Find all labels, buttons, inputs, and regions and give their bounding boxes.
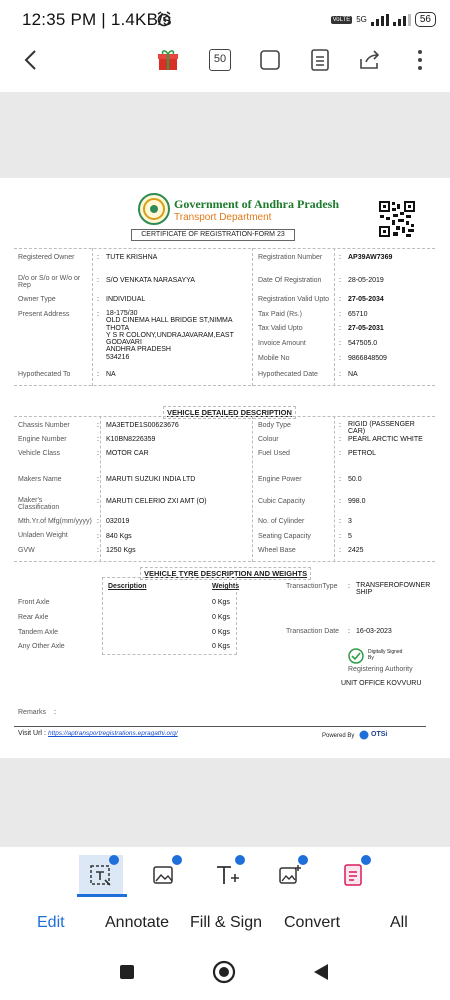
volte-icon: VoLTE bbox=[332, 16, 351, 23]
chevron-left-icon bbox=[23, 49, 37, 71]
tyre-row-weight: 0 Kgs bbox=[212, 599, 230, 606]
share-icon bbox=[358, 49, 382, 71]
address-value bbox=[106, 310, 234, 361]
mobile-value: 9866848509 bbox=[348, 355, 387, 362]
chassis-value: MA3ETDE1S00623676 bbox=[106, 422, 179, 429]
tax-label: Tax Paid (Rs.) bbox=[258, 311, 302, 318]
visit-label: Visit Url bbox=[18, 730, 42, 737]
engine-value: K10BN8226359 bbox=[106, 436, 156, 443]
image-add-icon bbox=[278, 863, 302, 887]
footer-rule bbox=[14, 726, 426, 727]
convert-tool-button[interactable] bbox=[268, 855, 312, 895]
tab-edit[interactable]: Edit bbox=[37, 914, 65, 931]
body-value: RIGID (PASSENGER CAR) bbox=[348, 421, 415, 435]
qr-code bbox=[378, 200, 416, 238]
invoice-label: Invoice Amount bbox=[258, 340, 306, 347]
desc-header: Description bbox=[108, 583, 147, 590]
powered-by: Powered By bbox=[322, 733, 355, 739]
regno-value: AP39AW7369 bbox=[348, 254, 393, 261]
taxvalid-value: 27-05-2031 bbox=[348, 325, 384, 332]
maker-value: MARUTI SUZUKI INDIA LTD bbox=[106, 476, 196, 483]
document-icon bbox=[310, 49, 330, 71]
pdf-tools-icon bbox=[341, 863, 365, 887]
unladen-value: 840 Kgs bbox=[106, 533, 132, 540]
owner-value: TUTE KRISHNA bbox=[106, 254, 158, 261]
fill-sign-tool-button[interactable] bbox=[205, 855, 249, 895]
gift-icon bbox=[156, 48, 180, 72]
remarks-label: Remarks bbox=[18, 709, 47, 716]
pro-badge-icon bbox=[361, 855, 371, 865]
cc-label: Cubic Capacity bbox=[258, 498, 306, 505]
address-line: THOTA bbox=[106, 324, 130, 332]
tab-fill-sign[interactable]: Fill & Sign bbox=[190, 914, 263, 931]
engine-label: Engine Number bbox=[18, 436, 67, 443]
more-vertical-icon bbox=[417, 49, 423, 71]
model-value: MARUTI CELERIO ZXI AMT (O) bbox=[106, 498, 207, 505]
owner-type-label: Owner Type bbox=[18, 296, 56, 303]
back-button[interactable] bbox=[16, 46, 44, 74]
address-line: 534216 bbox=[106, 353, 130, 361]
tyre-row-label: Front Axle bbox=[18, 599, 50, 606]
pro-badge-icon bbox=[235, 855, 245, 865]
gvw-value: 1250 Kgs bbox=[106, 547, 136, 554]
maker-label: Makers Name bbox=[18, 476, 62, 483]
wheelbase-label: Wheel Base bbox=[258, 547, 296, 554]
check-icon bbox=[348, 648, 364, 664]
tab-convert[interactable]: Convert bbox=[284, 914, 341, 931]
more-button[interactable] bbox=[406, 46, 434, 74]
txn-type-value: TRANSFEROFOWNERSHIP bbox=[356, 582, 431, 596]
network-label: 5G bbox=[356, 15, 367, 24]
pro-badge-icon bbox=[109, 855, 119, 865]
dept-title: Transport Department bbox=[174, 212, 272, 223]
recents-button[interactable] bbox=[112, 960, 142, 984]
unladen-label: Unladen Weight bbox=[18, 532, 68, 539]
tyre-row-weight: 0 Kgs bbox=[212, 629, 230, 636]
authority-value: UNIT OFFICE KOVVURU bbox=[341, 680, 422, 687]
tyre-row-label: Tandem Axle bbox=[18, 629, 59, 636]
pdf-page: Government of Andhra Pradesh Transport Department CERTIFICATE OF REGISTRATION-FORM 23 Registered Owner : TUTE KRISHNA D/o or S/o or W/o or Rep : S/O VENKATA NARASAYYA Owner Type : INDIVIDUAL Present Address : 18-175/30 OLD CINEMA HALL BRIDGE ST,NIMMA THOTA Y S R COLONY,UNDRAJAVARAM,EAST GODAVARI ANDHRA PRADESH 534216 Hypothecated To : NA Registration Number : AP39AW7369 Date Of Registration : 28-05-2019 Registration Valid Upto : 27-05-2034 Tax Paid (Rs.) : 65710 Tax Valid Upto : 27-05-2031 Invoice Amount : 547505.0 Mobile No : 9866848509 Hypothecated Date : NA VEHICLE DETAILED DESCRIPTION Chassis Number : MA3ETDE1S00623676 Engine Number : K10BN8226359 Vehicle Class : MOTOR CAR Makers Name : MARUTI SUZUKI INDIA LTD Maker's Classification : MARUTI CELERIO ZXI AMT (O) Mth.Yr.of Mfg(mm/yyyy) : 032019 Unladen Weight : 840 Kgs GVW : 1250 Kgs Body Type : RIGID (PASSENGER CAR) Colour : PEARL ARCTIC WHITE Fuel Used : PETROL Engine Power : 50.0 Cubic Capacity : 998.0 No. of Cylinder : 3 Seating Capacity : 5 Wheel Base : 2425 VEHICLE TYRE DESCRIPTION AND WEIGHTS Description Weights Front Axle 0 Kgs Rear Axle 0 Kgs Tandem Axle 0 Kgs Any Other Axle 0 Kgs TransactionType : TRANSFEROFOWNERSHIP Transaction Date : 16-03-2023 Digitally Signed By Registering Authority UNIT OFFICE KOVVURU Remarks : Visit Url : https://aptransportregistrations.epragathi.org/ Powered By OTSi bbox=[0, 178, 450, 758]
class-value: MOTOR CAR bbox=[106, 450, 149, 457]
colour-value: PEARL ARCTIC WHITE bbox=[348, 436, 423, 443]
class-label: Vehicle Class bbox=[18, 450, 61, 457]
txn-date-label: Transaction Date bbox=[286, 628, 340, 635]
relation-label: D/o or S/o or W/o or Rep bbox=[18, 275, 81, 289]
divider bbox=[334, 248, 335, 386]
chassis-label: Chassis Number bbox=[18, 422, 70, 429]
share-button[interactable] bbox=[356, 46, 384, 74]
divider bbox=[252, 416, 253, 562]
valid-label: Registration Valid Upto bbox=[258, 296, 330, 303]
mfg-value: 032019 bbox=[106, 518, 130, 525]
gift-button[interactable] bbox=[154, 46, 182, 74]
seat-value: 5 bbox=[348, 533, 352, 540]
gov-title: Government of Andhra Pradesh bbox=[174, 197, 339, 211]
tyre-row-weight: 0 Kgs bbox=[212, 643, 230, 650]
battery-icon: 56 bbox=[415, 12, 436, 27]
visit-url-link[interactable]: https://aptransportregistrations.epragathi.org/ bbox=[48, 730, 178, 737]
signal-icon bbox=[371, 14, 389, 26]
address-line: OLD CINEMA HALL BRIDGE ST,NIMMA bbox=[106, 317, 233, 325]
page-count: 50 bbox=[209, 49, 231, 71]
regdate-value: 28-05-2019 bbox=[348, 277, 384, 284]
valid-value: 27-05-2034 bbox=[348, 296, 384, 303]
tyre-section-title: VEHICLE TYRE DESCRIPTION AND WEIGHTS bbox=[140, 567, 311, 580]
vehicle-section-title: VEHICLE DETAILED DESCRIPTION bbox=[163, 406, 296, 419]
edit-text-icon bbox=[89, 864, 113, 888]
signal-icon-2 bbox=[393, 14, 411, 26]
address-line: GODAVARI bbox=[106, 339, 142, 347]
document-mode-button[interactable] bbox=[306, 46, 334, 74]
text-add-icon bbox=[214, 863, 240, 887]
otsi-brand: OTSi bbox=[371, 731, 388, 738]
all-tools-button[interactable] bbox=[331, 855, 375, 895]
weights-header: Weights bbox=[212, 583, 240, 590]
divider bbox=[334, 416, 335, 562]
pro-badge-icon bbox=[298, 855, 308, 865]
tyre-row-weight: 0 Kgs bbox=[212, 614, 230, 621]
fullscreen-icon bbox=[259, 49, 281, 71]
hypothecated-to-value: NA bbox=[106, 371, 116, 378]
status-time: 12:35 PM | 1.4KB/s bbox=[22, 10, 172, 29]
power-label: Engine Power bbox=[258, 476, 302, 483]
fullscreen-button[interactable] bbox=[256, 46, 284, 74]
divider bbox=[92, 248, 93, 386]
taxvalid-label: Tax Valid Upto bbox=[258, 325, 303, 332]
tab-all[interactable]: All bbox=[390, 914, 408, 931]
owner-label: Registered Owner bbox=[18, 254, 75, 261]
seat-label: Seating Capacity bbox=[258, 533, 311, 540]
power-value: 50.0 bbox=[348, 476, 362, 483]
owner-type-value: INDIVIDUAL bbox=[106, 296, 146, 303]
home-button[interactable] bbox=[209, 960, 239, 984]
page-count-button[interactable] bbox=[206, 46, 234, 74]
image-edit-icon bbox=[152, 863, 176, 887]
alarm-icon bbox=[156, 11, 172, 27]
fuel-label: Fuel Used bbox=[258, 450, 290, 457]
digitally-signed: Digitally Signed By bbox=[368, 649, 403, 661]
mobile-label: Mobile No bbox=[258, 355, 290, 362]
tab-annotate[interactable]: Annotate bbox=[105, 914, 170, 931]
colour-label: Colour bbox=[258, 436, 279, 443]
triangle-back-icon bbox=[312, 963, 330, 981]
hypdate-label: Hypothecated Date bbox=[258, 371, 318, 378]
cc-value: 998.0 bbox=[348, 498, 366, 505]
hypdate-value: NA bbox=[348, 371, 358, 378]
certificate-title: CERTIFICATE OF REGISTRATION-FORM 23 bbox=[131, 229, 295, 241]
address-line: Y S R COLONY,UNDRAJAVARAM,EAST bbox=[106, 331, 234, 339]
regno-label: Registration Number bbox=[258, 254, 323, 261]
home-circle-icon bbox=[212, 960, 236, 984]
divider bbox=[100, 416, 101, 562]
pro-badge-icon bbox=[172, 855, 182, 865]
divider bbox=[252, 248, 253, 386]
annotate-tool-button[interactable] bbox=[142, 855, 186, 895]
active-tab-indicator bbox=[77, 894, 127, 897]
regdate-label: Date Of Registration bbox=[258, 277, 322, 284]
back-nav-button[interactable] bbox=[306, 960, 336, 984]
tyre-row-label: Any Other Axle bbox=[18, 643, 65, 650]
address-label: Present Address bbox=[18, 311, 70, 318]
authority-label: Registering Authority bbox=[348, 666, 413, 673]
otsi-logo-icon bbox=[359, 730, 369, 740]
cyl-value: 3 bbox=[348, 518, 352, 525]
tyre-row-label: Rear Axle bbox=[18, 614, 49, 621]
tax-value: 65710 bbox=[348, 311, 368, 318]
square-icon bbox=[119, 964, 135, 980]
status-icons bbox=[331, 12, 436, 27]
model-label: Maker's Classification bbox=[18, 497, 60, 511]
cyl-label: No. of Cylinder bbox=[258, 518, 305, 525]
edit-tool-button[interactable] bbox=[79, 855, 123, 897]
ap-emblem-icon bbox=[137, 192, 171, 226]
invoice-value: 547505.0 bbox=[348, 340, 378, 347]
hypothecated-to-label: Hypothecated To bbox=[18, 371, 71, 378]
gvw-label: GVW bbox=[18, 547, 35, 554]
txn-date-value: 16-03-2023 bbox=[356, 628, 392, 635]
txn-type-label: TransactionType bbox=[286, 583, 338, 590]
relation-value: S/O VENKATA NARASAYYA bbox=[106, 277, 195, 284]
mfg-label: Mth.Yr.of Mfg(mm/yyyy) bbox=[18, 518, 92, 525]
wheelbase-value: 2425 bbox=[348, 547, 364, 554]
body-label: Body Type bbox=[258, 422, 291, 429]
fuel-value: PETROL bbox=[348, 450, 377, 457]
address-line: ANDHRA PRADESH bbox=[106, 346, 171, 354]
address-line: 18-175/30 bbox=[106, 310, 138, 317]
